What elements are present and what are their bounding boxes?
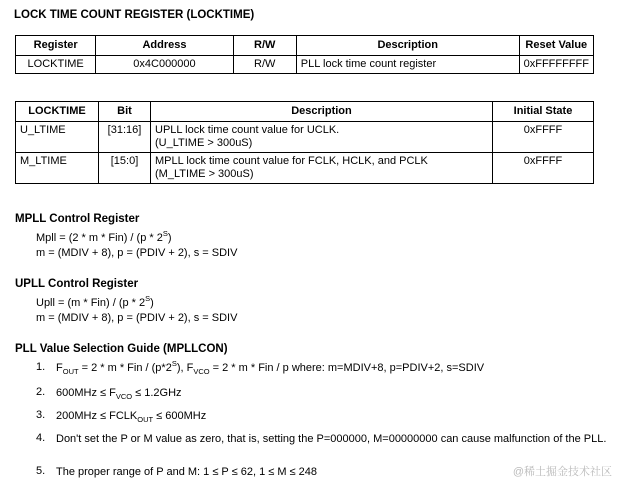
column-header: LOCKTIME (16, 102, 99, 122)
column-header: Description (151, 102, 493, 122)
formula-line: m = (MDIV + 8), p = (PDIV + 2), s = SDIV (36, 247, 238, 259)
table-cell (151, 122, 493, 153)
guide-heading: PLL Value Selection Guide (MPLLCON) (15, 343, 228, 355)
text-run: = 2 * m * Fin / (p*2 (78, 362, 172, 374)
text-run: ≤ 1.2GHz (132, 387, 182, 399)
table-cell: 0xFFFF (493, 153, 594, 184)
table-row (16, 153, 594, 184)
column-header: Address (96, 36, 233, 56)
description-line: (U_LTIME > 300uS) (155, 137, 253, 149)
watermark: @稀土掘金技术社区 (512, 466, 612, 478)
column-header: Reset Value (519, 36, 593, 56)
table-cell: 0xFFFFFFFF (519, 56, 593, 74)
description-line: (M_LTIME > 300uS) (155, 168, 254, 180)
formula-superscript: S (162, 229, 168, 238)
text-run: ≤ 600MHz (153, 410, 207, 422)
subscript: VCO (115, 392, 133, 401)
subscript: OUT (62, 367, 79, 376)
list-number: 4. (36, 432, 46, 444)
text-run: F (56, 362, 63, 374)
column-header: Register (16, 36, 96, 56)
table-cell: M_LTIME (16, 153, 99, 184)
list-text: Don't set the P or M value as zero, that is, setting the P=000000, M=00000000 can cause malfunction of the PLL. (56, 433, 607, 445)
column-header: Bit (99, 102, 151, 122)
column-header: Description (296, 36, 519, 56)
table-header-row (16, 102, 594, 122)
superscript: S (171, 359, 177, 368)
text-run: 600MHz ≤ F (56, 387, 116, 399)
formula-text: Upll = (m * Fin) / (p * 2 (36, 297, 146, 309)
description-line: UPLL lock time count value for UCLK. (155, 124, 340, 136)
table-cell: PLL lock time count register (296, 56, 519, 74)
table-row (16, 122, 594, 153)
list-text (56, 361, 620, 375)
table-row (16, 56, 594, 74)
formula-text: ) (150, 297, 154, 309)
formula-text: ) (167, 232, 172, 244)
list-number: 1. (36, 361, 46, 373)
formula-superscript: S (145, 294, 151, 303)
text-run: = 2 * m * Fin / p where: m=MDIV+8, p=PDIV+2, s=SDIV (209, 362, 485, 374)
description-line: MPLL lock time count value for FCLK, HCLK, and PCLK (155, 155, 428, 167)
page-title: LOCK TIME COUNT REGISTER (LOCKTIME) (14, 9, 255, 21)
register-table (15, 35, 594, 74)
formula-line: m = (MDIV + 8), p = (PDIV + 2), s = SDIV (36, 312, 238, 324)
formula-line (36, 231, 237, 246)
mpll-heading: MPLL Control Register (15, 213, 140, 225)
column-header: Initial State (493, 102, 594, 122)
column-header: R/W (233, 36, 296, 56)
bit-table (15, 101, 594, 184)
formula-text: Mpll = (2 * m * Fin) / (p * 2 (36, 232, 163, 244)
subscript: VCO (193, 367, 210, 376)
text-run: ), F (176, 362, 194, 374)
table-cell: 0x4C000000 (96, 56, 233, 74)
table-cell: LOCKTIME (16, 56, 96, 74)
table-cell: U_LTIME (16, 122, 99, 153)
list-number: 2. (36, 386, 46, 398)
table-cell: [15:0] (99, 153, 151, 184)
upll-heading: UPLL Control Register (15, 278, 139, 290)
subscript: OUT (137, 415, 154, 424)
table-cell: 0xFFFF (493, 122, 594, 153)
list-text (56, 409, 620, 423)
text-run: 200MHz ≤ FCLK (56, 410, 138, 422)
upll-formula (36, 296, 237, 326)
list-number: 3. (36, 409, 46, 421)
table-cell (151, 153, 493, 184)
mpll-formula (36, 231, 237, 261)
list-text (56, 386, 620, 400)
table-cell: R/W (233, 56, 296, 74)
list-number: 5. (36, 465, 46, 477)
table-cell: [31:16] (99, 122, 151, 153)
list-text: The proper range of P and M: 1 ≤ P ≤ 62, 1 ≤ M ≤ 248 (56, 466, 317, 478)
formula-line (36, 296, 237, 311)
table-header-row (16, 36, 594, 56)
